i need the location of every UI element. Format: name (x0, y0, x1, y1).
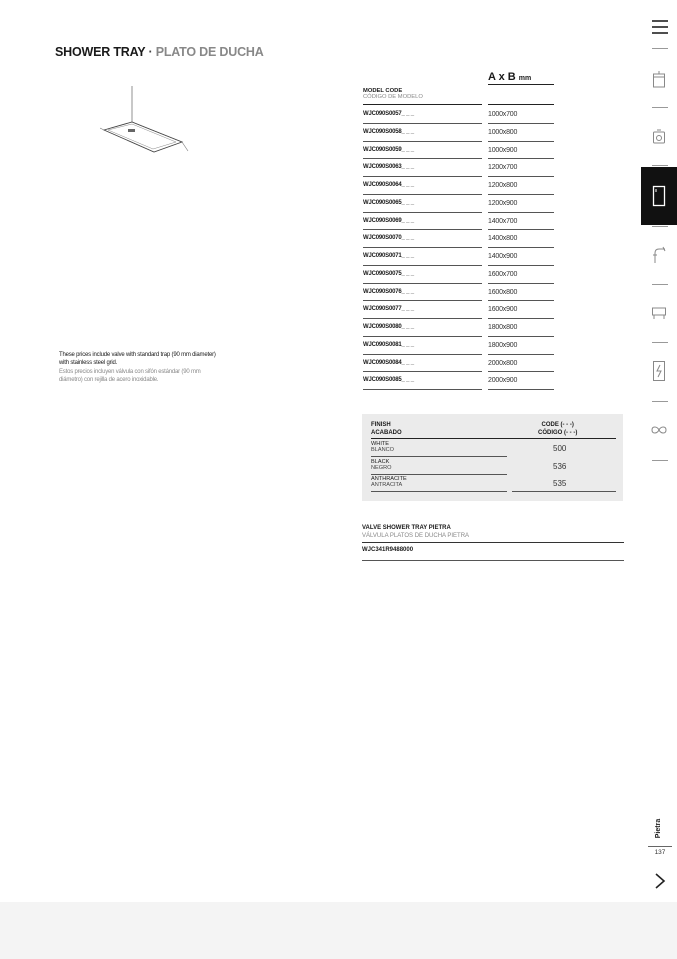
dimensions-header-label: A x B (488, 71, 516, 83)
finish-rule (371, 438, 616, 439)
table-row (363, 248, 555, 266)
table-row (363, 177, 555, 195)
nav-divider (652, 460, 668, 461)
finish-code: 536 (553, 461, 567, 471)
price-note (59, 351, 219, 384)
model-code-cell: WJC090S0075_ _ _ (363, 271, 482, 284)
bathtub-icon (651, 306, 667, 320)
dimension-cell: 1200x700 (488, 164, 554, 177)
model-code-cell: WJC090S0077_ _ _ (363, 306, 482, 319)
shower-tray-icon (652, 185, 666, 207)
nav-infinity[interactable] (641, 401, 677, 459)
section-label (644, 813, 674, 843)
finish-code-rule (512, 491, 616, 492)
finish-row (371, 476, 616, 492)
dimension-cell: 1400x800 (488, 235, 554, 248)
dimension-cell: 1400x900 (488, 253, 554, 266)
table-row (363, 195, 555, 213)
finish-name-en: ANTHRACITE (371, 476, 407, 482)
finish-code-header-en: CODE (- - -) (541, 422, 574, 428)
model-code-header (363, 88, 483, 101)
side-navigation (641, 0, 677, 902)
page-number: 137 (648, 846, 672, 856)
dimension-cell: 1000x700 (488, 111, 554, 124)
table-row (363, 319, 555, 337)
finish-row (371, 459, 616, 475)
finish-name (371, 476, 507, 492)
model-code-cell: WJC090S0071_ _ _ (363, 253, 482, 266)
valve-rule (362, 542, 624, 543)
table-row (363, 142, 555, 160)
model-code-cell: WJC090S0059_ _ _ (363, 147, 482, 160)
dimension-cell: 1800x800 (488, 324, 554, 337)
finish-header (371, 421, 402, 437)
finish-name-en: WHITE (371, 441, 390, 447)
finish-code-header (538, 421, 577, 437)
valve-code: WJC341R9488000 (362, 547, 624, 561)
title-sub: PLATO DE DUCHA (155, 45, 264, 59)
tap-icon (651, 246, 667, 264)
nav-divider (652, 48, 668, 49)
dimension-cell: 1000x800 (488, 129, 554, 142)
model-code-cell: WJC090S0070_ _ _ (363, 235, 482, 248)
dimension-cell: 1600x900 (488, 306, 554, 319)
header-rule (363, 104, 482, 105)
finish-header-en: FINISH (371, 422, 391, 428)
model-code-cell: WJC090S0065_ _ _ (363, 200, 482, 213)
dimension-cell: 2000x900 (488, 377, 554, 390)
next-page-button[interactable] (648, 868, 672, 894)
nav-bathtub[interactable] (641, 284, 677, 342)
finish-code-rule (512, 456, 616, 457)
table-row (363, 213, 555, 231)
nav-washbasin[interactable] (641, 50, 677, 108)
dimension-cell: 1200x900 (488, 200, 554, 213)
nav-toilet[interactable] (641, 108, 677, 166)
valve-title-en: VALVE SHOWER TRAY PIETRA (362, 525, 451, 531)
finish-code: 500 (553, 444, 567, 453)
chevron-right-icon (654, 872, 666, 890)
table-row (363, 284, 555, 302)
radiator-icon (652, 360, 666, 382)
dimension-cell: 1600x700 (488, 271, 554, 284)
model-code-cell: WJC090S0085_ _ _ (363, 377, 482, 390)
section-label-text: Pietra (655, 818, 663, 838)
finish-name-es: BLANCO (371, 447, 395, 454)
dimension-cell: 2000x800 (488, 360, 554, 373)
valve-header (362, 524, 624, 540)
toilet-icon (652, 129, 666, 145)
finish-header-es: ACABADO (371, 430, 402, 436)
shower-tray-illustration (100, 84, 190, 164)
page-title (55, 45, 264, 59)
model-code-cell: WJC090S0058_ _ _ (363, 129, 482, 142)
table-row (363, 124, 555, 142)
menu-button[interactable] (648, 16, 672, 38)
washbasin-icon (652, 70, 666, 88)
finish-code-header-es: CÓDIGO (- - -) (538, 430, 578, 436)
infinity-icon (651, 425, 667, 435)
finish-name-es: NEGRO (371, 464, 392, 471)
table-row (363, 355, 555, 373)
dimensions-header (488, 71, 554, 85)
model-code-cell: WJC090S0084_ _ _ (363, 360, 482, 373)
model-code-header-es: CÓDIGO DE MODELO (363, 94, 423, 101)
dimension-cell: 1600x800 (488, 289, 554, 302)
table-row (363, 159, 555, 177)
finish-code-rule (512, 474, 616, 475)
model-code-cell: WJC090S0069_ _ _ (363, 218, 482, 231)
nav-tap[interactable] (641, 226, 677, 284)
footer-band (0, 902, 677, 959)
table-row (363, 372, 555, 390)
finish-box (362, 414, 623, 501)
title-separator: · (145, 45, 156, 59)
dimension-cell: 1800x900 (488, 342, 554, 355)
price-note-en: These prices include valve with standard trap (90 mm diameter) with stainless steel grid. (59, 352, 216, 367)
dimensions-header-unit: mm (518, 75, 532, 82)
model-code-cell: WJC090S0076_ _ _ (363, 289, 482, 302)
price-note-es: Estos precios incluyen válvula con sifón estándar (90 mm diámetro) con rejilla de acero inoxidable. (59, 368, 201, 383)
nav-shower-tray[interactable] (641, 167, 677, 225)
finish-name (371, 441, 507, 457)
nav-divider (652, 165, 668, 166)
model-code-cell: WJC090S0064_ _ _ (363, 182, 482, 195)
dimension-cell: 1400x700 (488, 218, 554, 231)
finish-name-es: ANTRACITA (371, 482, 403, 489)
model-code-cell: WJC090S0080_ _ _ (363, 324, 482, 337)
valve-title-es: VÁLVULA PLATOS DE DUCHA PIETRA (362, 533, 470, 539)
table-row (363, 106, 555, 124)
model-code-cell: WJC090S0063_ _ _ (363, 164, 482, 177)
finish-name-en: BLACK (371, 458, 390, 465)
title-main: SHOWER TRAY (55, 45, 146, 59)
finish-row (371, 441, 616, 457)
nav-radiator[interactable] (641, 342, 677, 400)
finish-code: 535 (553, 479, 567, 488)
header-rule (488, 104, 554, 105)
table-row (363, 266, 555, 284)
model-code-cell: WJC090S0057_ _ _ (363, 111, 482, 124)
model-table (363, 106, 555, 390)
dimension-cell: 1200x800 (488, 182, 554, 195)
finish-name (371, 459, 507, 475)
table-row (363, 230, 555, 248)
dimension-cell: 1000x900 (488, 147, 554, 160)
model-code-header-en: MODEL CODE (363, 88, 403, 94)
table-row (363, 301, 555, 319)
hamburger-menu-icon (651, 19, 669, 35)
table-row (363, 337, 555, 355)
model-code-cell: WJC090S0081_ _ _ (363, 342, 482, 355)
